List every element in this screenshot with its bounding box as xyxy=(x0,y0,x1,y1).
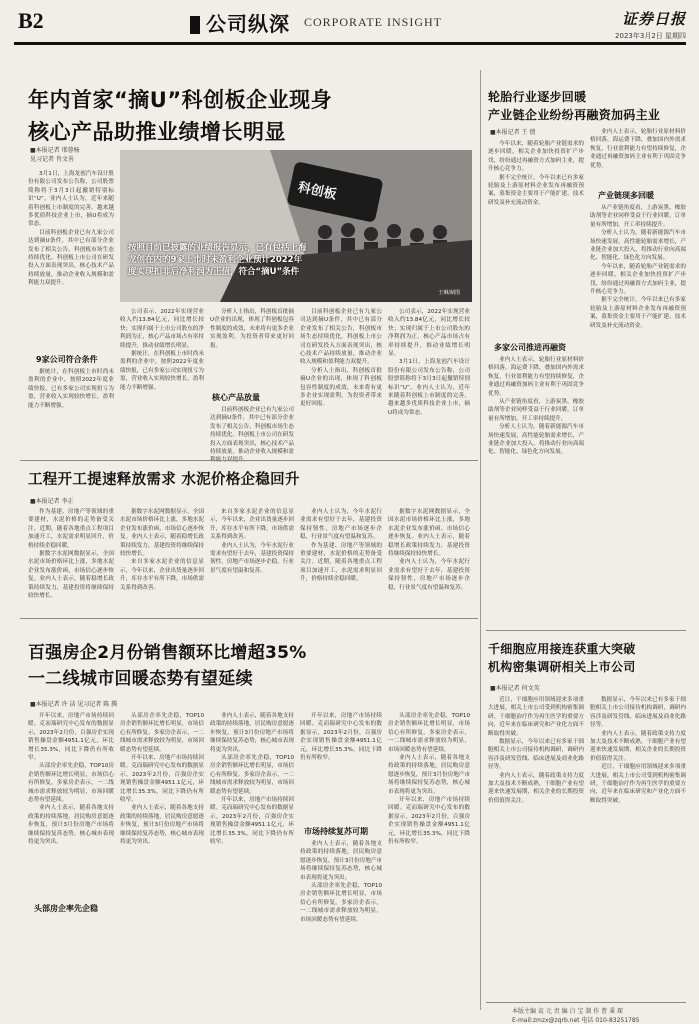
article1-title-line1: 年内首家“摘U”科创板企业现身 xyxy=(28,88,333,112)
article3-paragraph: 开年以来，房地产市场持续回暖。克而瑞研究中心发布的数据显示，2023年2月份，百强房企实现销售操盘金额4951.1亿元，环比增长35.3%，同比下降仍有所收窄。 xyxy=(120,755,204,804)
article3-paragraph: 业内人士表示，随着各地支持政策的持续落地，居民购房意愿逐步恢复，预计3月份房地产市场将继续保持复苏态势，核心城市表现将更为突出。 xyxy=(388,755,470,795)
article3-col1 xyxy=(28,712,114,1002)
article3-col5 xyxy=(388,712,470,1002)
photo-credit: 王琳/制图 xyxy=(438,290,460,296)
article3-paragraph: 开年以来，房地产市场持续回暖。克而瑞研究中心发布的数据显示，2023年2月份，百强房企实现销售操盘金额4951.1亿元，环比增长35.3%，同比下降仍有所收窄。 xyxy=(210,797,294,846)
article1-headline xyxy=(28,84,468,148)
article4-title-line2: 产业链企业纷纷再融资加码主业 xyxy=(488,108,661,122)
article1-paragraph: 3月1日，上海龙创汽车设计股份有限公司发布公告称，公司股票简称将于3月3日起撤销特别标识“U”。业内人士认为，近年来随着科创板上市制度的完善，越来越多优质科技企业上市，摘U将成为常态。 xyxy=(388,359,470,416)
article5-col2 xyxy=(590,696,686,996)
article3-paragraph: 业内人士表示，随着各地支持政策的持续落地，居民购房意愿逐步恢复，预计3月份房地产市场将继续保持复苏态势，核心城市表现将更为突出。 xyxy=(300,841,382,881)
article5-col1 xyxy=(488,696,584,996)
article4-headline xyxy=(488,88,688,124)
article2-paragraph: 来自多家水泥企业的信息显示，今年以来，企业出货量逐步回升，库存水平有所下降，市场供需关系得到改善。 xyxy=(210,509,294,541)
masthead xyxy=(582,8,686,41)
article5-title-line2: 机构密集调研相关上市公司 xyxy=(488,660,636,674)
article1-title-line2: 核心产品助推业绩增长明显 xyxy=(28,120,286,144)
divider xyxy=(486,630,686,631)
photo-caption: 按照目前已披露的业绩报告显示，已有包括上海龙创在内的9家上市时未盈利企业预计2022年度实现扣非后净利润为正值，符合“摘U”条件 xyxy=(128,243,307,277)
article3-col4 xyxy=(300,712,382,822)
article1-paragraph: 公司表示，2022年实现营业收入约13.84亿元，同比增长较快；实现归属于上市公司股东的净利润为正，核心产品市场占有率持续提升，推动业绩增长明显。 xyxy=(120,309,204,349)
article5-headline xyxy=(488,640,688,676)
article5-byline: ■本报记者 何文英 xyxy=(490,685,540,692)
divider xyxy=(20,618,478,619)
footer xyxy=(512,1006,686,1024)
article2-paragraph: 业内人士认为，今年水泥行业需求有望好于去年，基建投资保持韧性，房地产市场逐步企稳，行业景气度有望温和复苏。 xyxy=(388,559,470,591)
divider xyxy=(20,460,478,461)
article2-headline: 工程开工提速释放需求 水泥价格企稳回升 xyxy=(28,472,300,488)
article4-col2 xyxy=(590,128,686,186)
footer-editors: 本版主编 袁 元 责 编 白 宝 制 作 曹 秉 琛 xyxy=(512,1008,623,1015)
article1-paragraph: 分析人士指出，科创板首批摘U企业的出现，体现了科创板包容性制度的成效，未来将有更多企业实现盈利，为投资者带来更好回报。 xyxy=(210,309,294,349)
article5-paragraph: 业内人士表示，随着政策支持力度加大及技术不断成熟，干细胞产业有望迎来快速发展期，相关企业的长期投资价值值得关注。 xyxy=(488,772,584,804)
article4-subhead: 多家公司推进再融资 xyxy=(494,343,566,352)
article3-col4b xyxy=(300,840,382,1002)
article2-paragraph: 来自多家水泥企业的信息显示，今年以来，企业出货量逐步回升，库存水平有所下降，市场供需关系得到改善。 xyxy=(120,559,204,591)
article2-paragraph: 据数字水泥网数据显示，全国水泥市场价格环比上涨，多地水泥企业发布涨价函，市场信心逐步恢复。业内人士表示，随着稳增长政策持续发力，基建投资将继续保持较快增长。 xyxy=(120,509,204,558)
article5-paragraph: 近日，干细胞应用领域迎来多项重大进展，相关上市公司受到机构密集调研。干细胞治疗作为再生医学的重要方向，近年来在临床研究和产业化方面不断取得突破。 xyxy=(488,697,584,737)
article5-paragraph: 业内人士表示，随着政策支持力度加大及技术不断成熟，干细胞产业有望迎来快速发展期，相关企业的长期投资价值值得关注。 xyxy=(590,730,686,762)
section-title: 公司纵深 xyxy=(206,12,290,36)
article3-paragraph: 业内人士表示，随着各地支持政策的持续落地，居民购房意愿逐步恢复，预计3月份房地产市场将继续保持复苏态势，核心城市表现将更为突出。 xyxy=(28,805,114,846)
article3-paragraph: 开年以来，房地产市场持续回暖。克而瑞研究中心发布的数据显示，2023年2月份，百强房企实现销售操盘金额4951.1亿元，环比增长35.3%，同比下降仍有所收窄。 xyxy=(388,797,470,846)
article3-headline xyxy=(28,640,478,692)
column-separator xyxy=(480,70,481,1010)
article4-paragraph: 从产业链角度看，上游炭黑、橡胶助剂等企业同样受益于行业回暖，订单量有所增加，开工率持续提升。 xyxy=(488,399,584,422)
article3-paragraph: 头部房企率先企稳，TOP10房企销售额环比增长明显，市场信心有所修复。多家房企表示，一二线城市需求释放较为明显，市场回暖态势有望延续。 xyxy=(120,713,204,753)
article2-col1 xyxy=(28,508,114,614)
footer-contact: E-mail:zmzx@zqrb.net 电话 010-83251785 xyxy=(512,1017,640,1024)
article1-paragraph: 3月1日，上海龙创汽车设计股份有限公司发布公告称，公司股票简称将于3月3日起撤销特别标识“U”。业内人士认为，近年来随着科创板上市制度的完善，越来越多优质科技企业上市，摘U将成为常态。 xyxy=(28,171,114,228)
header-bar-decoration xyxy=(190,16,200,34)
article3-paragraph: 头部房企率先企稳，TOP10房企销售额环比增长明显，市场信心有所修复。多家房企表示，一二线城市需求释放较为明显，市场回暖态势有望延续。 xyxy=(300,883,382,923)
article4-paragraph: 据不完全统计，今年以来已有多家轮胎及上游原材料企业发布再融资预案，募集资金主要用于产能扩建、技术研发及补充流动资金。 xyxy=(590,297,686,329)
article1-col5 xyxy=(388,308,470,454)
article1-col1 xyxy=(28,170,114,348)
article1-paragraph: 分析人士指出，科创板首批摘U企业的出现，体现了科创板包容性制度的成效，未来将有更多企业实现盈利，为投资者带来更好回报。 xyxy=(300,367,382,408)
article2-paragraph: 业内人士认为，今年水泥行业需求有望好于去年，基建投资保持韧性，房地产市场逐步企稳，行业景气度有望温和复苏。 xyxy=(210,542,294,574)
photo-tag: 科创板 xyxy=(296,180,338,203)
article4-byline: ■本报记者 王 僖 xyxy=(490,129,536,136)
article3-col3 xyxy=(210,712,294,1002)
article2-col2 xyxy=(120,508,204,614)
article5-paragraph: 数据显示，今年以来已有多家干细胞相关上市公司接待机构调研，调研内容涉及研发管线、临床进展及商业化路径等。 xyxy=(488,739,584,771)
page-code: B2 xyxy=(18,8,44,33)
article1-byline xyxy=(30,146,80,164)
article4-paragraph: 今年以来，随着轮胎产业链需求的逐步回暖，相关企业加快投资扩产步伐，纷纷通过再融资方式加码主业，提升核心竞争力。 xyxy=(488,141,584,173)
article3-paragraph: 开年以来，房地产市场持续回暖。克而瑞研究中心发布的数据显示，2023年2月份，百强房企实现销售操盘金额4951.1亿元，环比增长35.3%，同比下降仍有所收窄。 xyxy=(300,713,382,762)
article1-paragraph: 目前科创板企业已有九家公司达到摘U条件，其中已有部分企业发布了相关公告，科创板市场生态持续优化。科创板上市公司在研发投入方面表现突出，核心技术产品持续放量，推动企业收入规模和盈利能力双提升。 xyxy=(300,309,382,366)
article2-paragraph: 据数字水泥网数据显示，全国水泥市场价格环比上涨，多地水泥企业发布涨价函，市场信心逐步恢复。业内人士表示，随着稳增长政策持续发力，基建投资将继续保持较快增长。 xyxy=(28,551,114,600)
article2-paragraph: 业内人士认为，今年水泥行业需求有望好于去年，基建投资保持韧性，房地产市场逐步企稳，行业景气度有望温和复苏。 xyxy=(300,509,382,541)
article4-col1b xyxy=(488,356,584,624)
article4-subhead-2: 产业链现多回暖 xyxy=(598,191,654,200)
article3-paragraph: 头部房企率先企稳，TOP10房企销售额环比增长明显，市场信心有所修复。多家房企表示，一二线城市需求释放较为明显，市场回暖态势有望延续。 xyxy=(28,763,114,804)
section-title-en: CORPORATE INSIGHT xyxy=(304,15,443,29)
article4-paragraph: 分析人士认为，随着新能源汽车市场快速发展，高性能轮胎需求增长，产业链企业加大投入，将推动行业向高端化、智能化、绿色化方向发展。 xyxy=(590,230,686,262)
article1-subhead: 9家公司符合条件 xyxy=(36,355,98,364)
article3-paragraph: 头部房企率先企稳，TOP10房企销售额环比增长明显，市场信心有所修复。多家房企表示，一二线城市需求释放较为明显，市场回暖态势有望延续。 xyxy=(210,755,294,795)
article1-col1b xyxy=(28,368,114,454)
article4-paragraph: 据不完全统计，今年以来已有多家轮胎及上游原材料企业发布再融资预案，募集资金主要用于产能扩建、技术研发及补充流动资金。 xyxy=(488,174,584,206)
article1-illustration xyxy=(120,150,472,302)
article4-paragraph: 业内人士表示，轮胎行业原材料价格回落，海运费下降，叠加国内外需求恢复，行业盈利能力有望持续修复，企业通过再融资加码主业有利于巩固竞争优势。 xyxy=(590,129,686,169)
article1-paragraph: 公司表示，2022年实现营业收入约13.84亿元，同比增长较快；实现归属于上市公司股东的净利润为正，核心产品市场占有率持续提升，推动业绩增长明显。 xyxy=(388,309,470,358)
article1-col3 xyxy=(210,308,294,388)
article3-subhead-2: 市场持续复苏可期 xyxy=(304,827,368,836)
article2-byline: ■本报记者 李正 xyxy=(30,498,74,505)
article4-title-line1: 轮胎行业逐步回暖 xyxy=(488,90,587,104)
header-rule xyxy=(14,42,686,45)
article3-paragraph: 头部房企率先企稳，TOP10房企销售额环比增长明显，市场信心有所修复。多家房企表示，一二线城市需求释放较为明显，市场回暖态势有望延续。 xyxy=(388,713,470,753)
article3-paragraph: 开年以来，房地产市场持续回暖。克而瑞研究中心发布的数据显示，2023年2月份，百强房企实现销售操盘金额4951.1亿元，环比增长35.3%，同比下降仍有所收窄。 xyxy=(28,713,114,762)
article4-paragraph: 从产业链角度看，上游炭黑、橡胶助剂等企业同样受益于行业回暖，订单量有所增加，开工率持续提升。 xyxy=(590,205,686,228)
article4-col1 xyxy=(488,140,584,338)
article2-col5 xyxy=(388,508,470,614)
footer-rule xyxy=(486,1002,686,1003)
issue-date: 2023年3月2日 星期四 xyxy=(615,32,686,40)
article5-title-line1: 千细胞应用接连获重大突破 xyxy=(488,642,636,656)
article1-paragraph: 据统计，在科创板上市时尚未盈利的企业中，按照2022年度业绩快报，已有多家公司实现扭亏为盈，营业收入实现较快增长，盈利能力不断增强。 xyxy=(120,351,204,391)
businessmen-illustration xyxy=(120,150,472,302)
article1-paragraph: 目前科创板企业已有九家公司达到摘U条件，其中已有部分企业发布了相关公告，科创板市场生态持续优化。科创板上市公司在研发投入方面表现突出，核心技术产品持续放量，推动企业收入规模和盈利能力双提升。 xyxy=(28,229,114,287)
article3-byline: ■本报记者 许 洁 见习记者 陈 腾 xyxy=(30,701,118,708)
article1-col4 xyxy=(300,308,382,454)
article2-paragraph: 作为基建、房地产等领域的重要建材，水泥价格的走势备受关注。近期，随着各地重点工程项目加速开工，水泥需求明显回升，价格持续企稳回暖。 xyxy=(28,509,114,549)
article1-col2 xyxy=(120,308,204,454)
article4-paragraph: 分析人士认为，随着新能源汽车市场快速发展，高性能轮胎需求增长，产业链企业加大投入，将推动行业向高端化、智能化、绿色化方向发展。 xyxy=(488,424,584,456)
article1-subhead-2: 核心产品放量 xyxy=(212,393,260,402)
article1-paragraph: 目前科创板企业已有九家公司达到摘U条件，其中已有部分企业发布了相关公告，科创板市场生态持续优化。科创板上市公司在研发投入方面表现突出，核心技术产品持续放量，推动企业收入规模和盈 xyxy=(210,407,294,456)
article3-subhead: 头部房企率先企稳 xyxy=(34,904,98,913)
article3-paragraph: 业内人士表示，随着各地支持政策的持续落地，居民购房意愿逐步恢复，预计3月份房地产市场将继续保持复苏态势，核心城市表现将更为突出。 xyxy=(210,713,294,753)
article1-byline-intern: 见习记者 肖文善 xyxy=(30,156,74,163)
article2-paragraph: 据数字水泥网数据显示，全国水泥市场价格环比上涨，多地水泥企业发布涨价函，市场信心逐步恢复。业内人士表示，随着稳增长政策持续发力，基建投资将继续保持较快增长。 xyxy=(388,509,470,558)
article1-byline-reporter: ■本报记者 邢蓉杨 xyxy=(30,147,80,154)
article4-paragraph: 今年以来，随着轮胎产业链需求的逐步回暖，相关企业加快投资扩产步伐，纷纷通过再融资方式加码主业，提升核心竞争力。 xyxy=(590,263,686,296)
article3-title-line1: 百强房企2月份销售额环比增超35% xyxy=(28,643,307,663)
article5-paragraph: 近日，干细胞应用领域迎来多项重大进展，相关上市公司受到机构密集调研。干细胞治疗作为再生医学的重要方向，近年来在临床研究和产业化方面不断取得突破。 xyxy=(590,764,686,804)
article2-paragraph: 作为基建、房地产等领域的重要建材，水泥价格的走势备受关注。近期，随着各地重点工程项目加速开工，水泥需求明显回升，价格持续企稳回暖。 xyxy=(300,542,382,583)
article3-title-line2: 一二线城市回暖态势有望延续 xyxy=(28,669,253,689)
article4-col2b xyxy=(590,204,686,624)
article1-col3b xyxy=(210,406,294,454)
article2-col3 xyxy=(210,508,294,614)
article3-col2 xyxy=(120,712,204,1002)
article2-col4 xyxy=(300,508,382,614)
newspaper-logo: 证券日报 xyxy=(621,10,686,28)
article4-paragraph: 业内人士表示，轮胎行业原材料价格回落，海运费下降，叠加国内外需求恢复，行业盈利能力有望持续修复，企业通过再融资加码主业有利于巩固竞争优势。 xyxy=(488,357,584,397)
article5-paragraph: 数据显示，今年以来已有多家干细胞相关上市公司接待机构调研，调研内容涉及研发管线、临床进展及商业化路径等。 xyxy=(590,697,686,729)
article1-paragraph: 据统计，在科创板上市时尚未盈利的企业中，按照2022年度业绩快报，已有多家公司实现扭亏为盈，营业收入实现较快增长，盈利能力不断增强。 xyxy=(28,369,114,409)
article3-paragraph: 业内人士表示，随着各地支持政策的持续落地，居民购房意愿逐步恢复，预计3月份房地产市场将继续保持复苏态势，核心城市表现将更为突出。 xyxy=(120,805,204,846)
